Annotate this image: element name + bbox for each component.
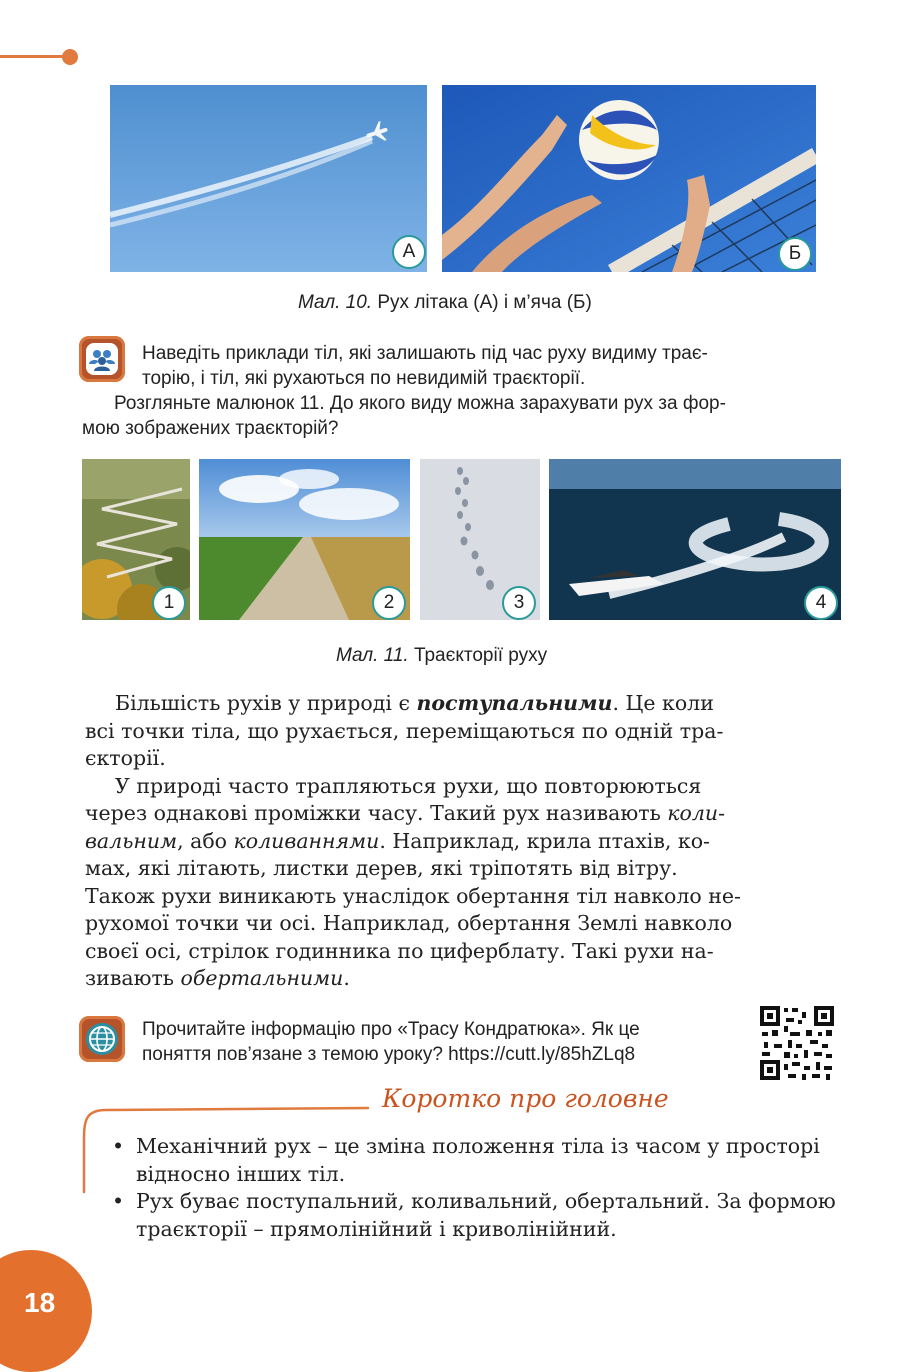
body-p1-start: Більшість рухів у природі є [115, 691, 417, 715]
body-p2-line-8 [85, 965, 845, 993]
bullet-marker: • [112, 1189, 125, 1213]
body-p2-line-2 [85, 800, 845, 828]
body-p2-line-6: рухомої точки чи осі. Наприклад, обертання Землі навколо [85, 911, 733, 935]
photo-label-1: 1 [152, 586, 186, 620]
qr-code[interactable] [760, 1006, 834, 1080]
photo-label-2: 2 [372, 586, 406, 620]
term-translational: поступальними [416, 691, 613, 715]
term-oscillatory-part2: вальним [85, 828, 178, 853]
photo-airplane-contrail [110, 85, 427, 272]
photo-volleyball [442, 85, 816, 272]
body-p1-line-2: всі точки тіла, що рухається, переміщаються по одній тра- [85, 718, 724, 743]
term-oscillations: коливаннями [233, 828, 380, 853]
summary-bullet-1-line-1: Механічний рух – це зміна положення тіла із часом у [136, 1134, 720, 1158]
task-2-line-2[interactable]: поняття пов’язане з темою уроку? https://cutt.ly/85hZLq8 [142, 1044, 636, 1065]
task-1-question [82, 391, 844, 441]
figure-11-caption-number: Мал. 11. [336, 645, 409, 666]
task-1-line-3: Розгляньте малюнок 11. До якого виду можна зарахувати рух за фор- [114, 393, 726, 414]
photo-label-b: Б [778, 237, 812, 271]
globe-icon-tile [79, 1016, 125, 1062]
task-2-text [142, 1017, 742, 1067]
photo-label-4: 4 [804, 586, 838, 620]
top-decorative-line [0, 55, 66, 58]
photo-label-3: 3 [502, 586, 536, 620]
task-2-line-1: Прочитайте інформацію про «Трасу Кондратюка». Як це [142, 1019, 640, 1040]
body-p2-line-5: Також рухи виникають унаслідок обертання тіл навколо не- [85, 883, 741, 908]
body-p1-line-3: єкторії. [85, 746, 166, 770]
task-1-line-2: торію, і тіл, які рухаються по невидимій траєкторії. [142, 368, 586, 389]
summary-bullet-1-line-2: просторі відносно інших тіл. [136, 1134, 820, 1186]
summary-title: Коротко про головне [382, 1084, 669, 1113]
summary-bullet-2 [112, 1188, 842, 1243]
body-p2-line-1: У природі часто трапляються рухи, що повторюються [115, 773, 702, 798]
photo-straight-road [199, 459, 410, 620]
body-p2-line-7: своєї осі, стрілок годинника по циферблату. Такі рухи на- [85, 938, 714, 963]
photo-label-a: А [392, 235, 426, 269]
task-1-line-4: мою зображених траєкторій? [82, 418, 339, 439]
task-1-line-1: Наведіть приклади тіл, які залишають під час руху видиму трає- [142, 343, 708, 364]
body-p2-line-3-mid: , або [177, 828, 234, 853]
page-number: 18 [24, 1287, 56, 1318]
term-oscillatory-part1: коли- [667, 801, 726, 825]
summary-bullet-2-line-2: формою траєкторії – прямолінійний і криволінійний. [136, 1189, 836, 1241]
photo-serpentine-road [82, 459, 190, 620]
body-p2-line-3 [85, 828, 845, 856]
summary-bullet-1 [112, 1133, 842, 1188]
body-line [85, 690, 845, 718]
body-p2-line-3-end: . Наприклад, крила птахів, ко- [379, 828, 710, 853]
term-rotational: обертальними [180, 966, 344, 990]
globe-icon [88, 1025, 116, 1053]
photo-motorboat-wake [549, 459, 841, 620]
bullet-marker: • [112, 1134, 125, 1158]
top-decorative-dot [62, 49, 78, 65]
body-p1-after: . Це коли [612, 691, 714, 715]
figure-11-caption-text: Траєкторії руху [413, 645, 548, 666]
summary-bullet-2-line-1: Рух буває поступальний, коливальний, обертальний. За [136, 1189, 742, 1213]
people-discussion-icon [89, 346, 115, 372]
figure-10-caption [298, 292, 592, 314]
task-1-text [142, 341, 844, 391]
body-p2-line-8-start: зивають [85, 966, 181, 990]
body-p2-line-4: мах, які літають, листки дерев, які тріпотять від вітру. [85, 856, 678, 880]
body-p2-line-2-text: через однакові проміжки часу. Такий рух називають [85, 801, 668, 825]
body-p2-line-8-end: . [343, 966, 350, 990]
photo-footprints-snow [420, 459, 540, 620]
body-text [85, 690, 845, 993]
task-icon-tile [79, 336, 125, 382]
figure-10-caption-number: Мал. 10. [298, 292, 373, 313]
figure-11-caption [336, 645, 547, 667]
figure-10-caption-text: Рух літака (А) і м’яча (Б) [377, 292, 592, 313]
